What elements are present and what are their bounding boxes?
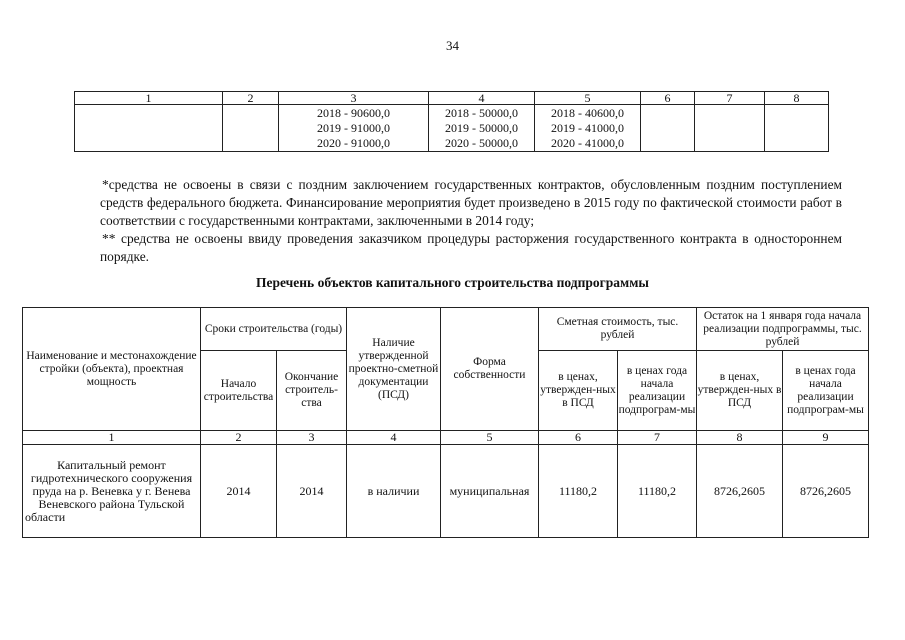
federal-funding-cell bbox=[429, 105, 535, 152]
empty-cell bbox=[695, 105, 765, 152]
header-rem-start: в ценах года начала реализации подпрограм-мы bbox=[783, 351, 869, 431]
section-title: Перечень объектов капитального строительства подпрограммы bbox=[256, 275, 649, 290]
header-end: Окончание строитель-ства bbox=[277, 351, 347, 431]
footnote-1: *средства не освоены в связи с поздним заключением государственных контрактов, обусловленным поздним поступлением средств федерального бюджета. Финансирование мероприятия будет произведено в 2015 году по фактической стоимости работ в соответствии с государственными контрактами, заключенными в 2014 году; bbox=[100, 177, 842, 228]
header-rem-psd: в ценах, утвержден-ных в ПСД bbox=[697, 351, 783, 431]
header-remain: Остаток на 1 января года начала реализации подпрограммы, тыс. рублей bbox=[697, 308, 869, 351]
empty-cell bbox=[641, 105, 695, 152]
estimate-psd-value: 11180,2 bbox=[539, 445, 618, 538]
col-number: 3 bbox=[277, 431, 347, 445]
header-est-start: в ценах года начала реализации подпрограм-мы bbox=[618, 351, 697, 431]
col-header: 1 bbox=[75, 92, 223, 105]
regional-funding-cell bbox=[535, 105, 641, 152]
table-row bbox=[23, 445, 869, 538]
header-start: Начало строительства bbox=[201, 351, 277, 431]
construction-objects-table bbox=[22, 307, 869, 538]
empty-cell bbox=[223, 105, 279, 152]
col-number: 1 bbox=[23, 431, 201, 445]
col-header: 2 bbox=[223, 92, 279, 105]
funding-line: 2019 - 41000,0 bbox=[551, 120, 624, 135]
col-number: 4 bbox=[347, 431, 441, 445]
remain-psd-value: 8726,2605 bbox=[697, 445, 783, 538]
header-ownership: Форма собственности bbox=[441, 308, 539, 431]
header-psd: Наличие утвержденной проектно-сметной документации (ПСД) bbox=[347, 308, 441, 431]
header-estimate: Сметная стоимость, тыс. рублей bbox=[539, 308, 697, 351]
funding-line: 2020 - 50000,0 bbox=[445, 135, 518, 150]
financing-table bbox=[74, 91, 829, 152]
ownership-form: муниципальная bbox=[441, 445, 539, 538]
header-row-1 bbox=[23, 308, 869, 351]
header-terms: Сроки строительства (годы) bbox=[201, 308, 347, 351]
header-name: Наименование и местонахождение стройки (объекта), проектная мощность bbox=[23, 308, 201, 431]
remain-start-value: 8726,2605 bbox=[783, 445, 869, 538]
funding-line: 2018 - 90600,0 bbox=[317, 105, 390, 120]
col-number: 5 bbox=[441, 431, 539, 445]
col-header: 8 bbox=[765, 92, 829, 105]
col-number: 9 bbox=[783, 431, 869, 445]
start-year: 2014 bbox=[201, 445, 277, 538]
object-name: Капитальный ремонт гидротехнического сооружения пруда на р. Веневка у г. Венева Веневского района Тульской области bbox=[23, 445, 201, 538]
estimate-start-value: 11180,2 bbox=[618, 445, 697, 538]
financing-table-header bbox=[75, 92, 829, 105]
col-number: 7 bbox=[618, 431, 697, 445]
col-header: 7 bbox=[695, 92, 765, 105]
col-header: 5 bbox=[535, 92, 641, 105]
financing-table-row bbox=[75, 105, 829, 152]
psd-status: в наличии bbox=[347, 445, 441, 538]
funding-line: 2019 - 91000,0 bbox=[317, 120, 390, 135]
funding-line: 2018 - 50000,0 bbox=[445, 105, 518, 120]
col-number: 8 bbox=[697, 431, 783, 445]
header-est-psd: в ценах, утвержден-ных в ПСД bbox=[539, 351, 618, 431]
col-header: 6 bbox=[641, 92, 695, 105]
col-number: 2 bbox=[201, 431, 277, 445]
funding-line: 2020 - 91000,0 bbox=[317, 135, 390, 150]
page-number: 34 bbox=[446, 38, 459, 53]
footnote-2: ** средства не освоены ввиду проведения заказчиком процедуры расторжения государственного контракта в одностороннем порядке. bbox=[100, 231, 842, 264]
total-funding-cell bbox=[279, 105, 429, 152]
col-number: 6 bbox=[539, 431, 618, 445]
end-year: 2014 bbox=[277, 445, 347, 538]
empty-cell bbox=[75, 105, 223, 152]
funding-line: 2019 - 50000,0 bbox=[445, 120, 518, 135]
empty-cell bbox=[765, 105, 829, 152]
col-header: 4 bbox=[429, 92, 535, 105]
funding-line: 2020 - 41000,0 bbox=[551, 135, 624, 150]
col-header: 3 bbox=[279, 92, 429, 105]
column-numbers-row bbox=[23, 431, 869, 445]
footnotes bbox=[100, 176, 842, 266]
funding-line: 2018 - 40600,0 bbox=[551, 105, 624, 120]
